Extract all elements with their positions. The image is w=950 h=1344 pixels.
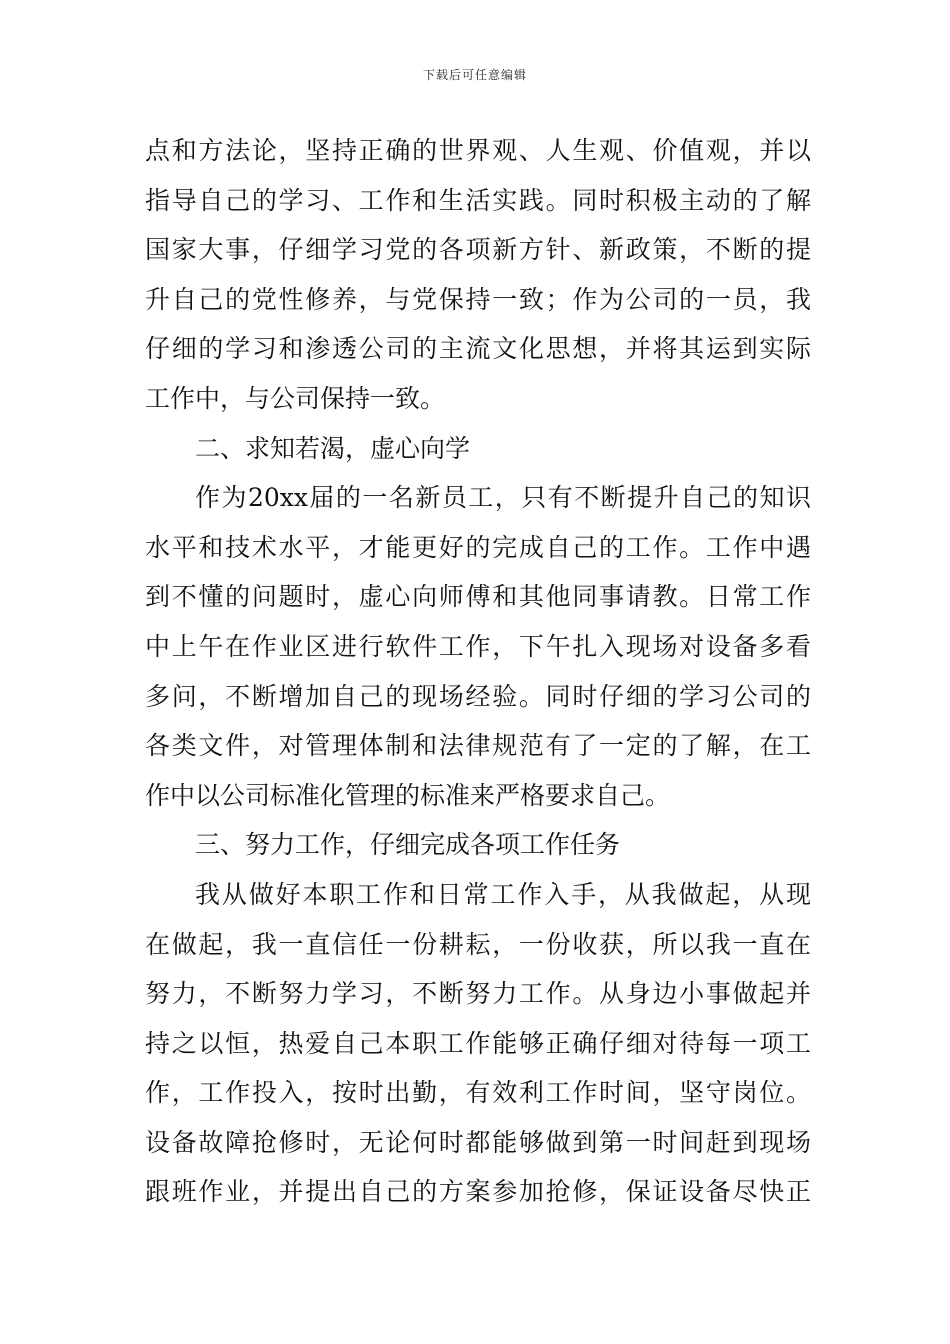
text-line: 升自己的党性修养，与党保持一致；作为公司的一员，我 [145, 284, 811, 314]
page-header-note: 下载后可任意编辑 [422, 68, 527, 82]
text-line: 水平和技术水平，才能更好的完成自己的工作。工作中遇 [145, 532, 811, 562]
text-line: 点和方法论，坚持正确的世界观、人生观、价值观，并以 [145, 136, 811, 165]
section-heading: 二、求知若渴，虚心向学 [195, 433, 471, 463]
section-heading: 三、努力工作，仔细完成各项工作任务 [195, 830, 621, 860]
text-line: 多问，不断增加自己的现场经验。同时仔细的学习公司的 [145, 681, 811, 711]
document-body [145, 126, 811, 1217]
text-line: 中上午在作业区进行软件工作，下午扎入现场对设备多看 [145, 631, 811, 661]
text-line: 持之以恒，热爱自己本职工作能够正确仔细对待每一项工 [145, 1028, 811, 1058]
text-line: 指导自己的学习、工作和生活实践。同时积极主动的了解 [145, 185, 811, 215]
text-line: 作为20xx届的一名新员工，只有不断提升自己的知识 [195, 483, 811, 513]
text-line: 国家大事，仔细学习党的各项新方针、新政策，不断的提 [145, 235, 811, 265]
text-line: 仔细的学习和渗透公司的主流文化思想，并将其运到实际 [145, 334, 811, 364]
text-line: 到不懂的问题时，虚心向师傅和其他同事请教。日常工作 [145, 582, 811, 612]
text-line: 在做起，我一直信任一份耕耘，一份收获，所以我一直在 [145, 929, 811, 959]
text-line: 作，工作投入，按时出勤，有效利工作时间，坚守岗位。 [145, 1078, 811, 1108]
text-line: 努力，不断努力学习，不断努力工作。从身边小事做起并 [145, 979, 811, 1009]
text-line: 我从做好本职工作和日常工作入手，从我做起，从现 [195, 879, 811, 909]
text-line: 各类文件，对管理体制和法律规范有了一定的了解，在工 [145, 731, 811, 761]
text-line: 跟班作业，并提出自己的方案参加抢修，保证设备尽快正 [145, 1177, 811, 1207]
text-line: 设备故障抢修时，无论何时都能够做到第一时间赶到现场 [145, 1127, 811, 1157]
text-line: 工作中，与公司保持一致。 [145, 383, 446, 413]
text-line: 作中以公司标准化管理的标准来严格要求自己。 [145, 780, 671, 810]
